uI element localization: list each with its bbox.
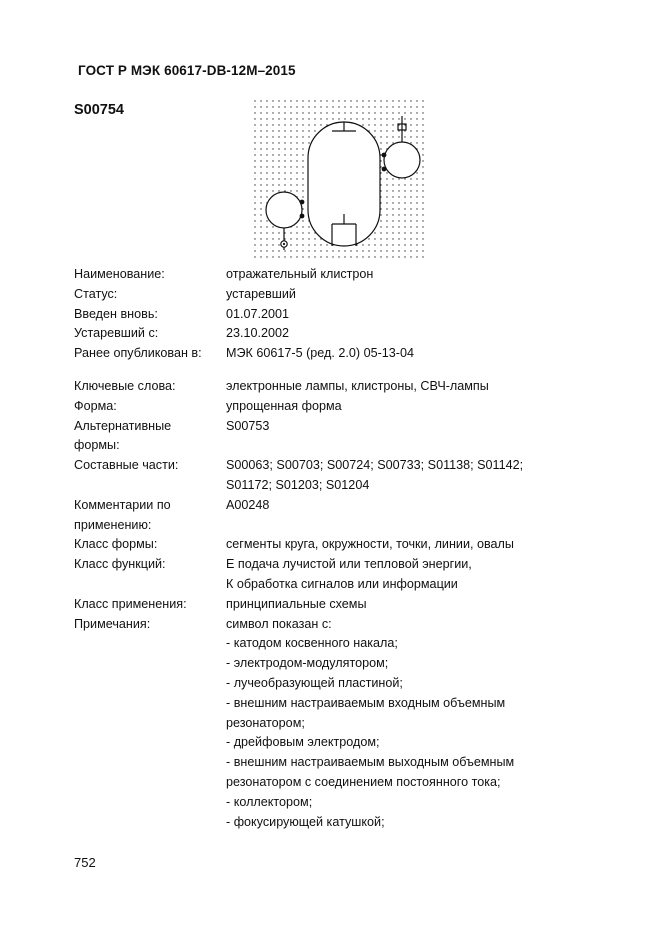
notes-list	[226, 615, 574, 833]
note-line: символ показан с:	[226, 616, 332, 631]
note-line: - коллектором;	[226, 794, 313, 809]
note-line: - электродом-модулятором;	[226, 656, 389, 671]
section-gap	[74, 364, 574, 377]
note-line: резонатором с соединением постоянного тока;	[226, 774, 501, 789]
field-obsolete-since: Устаревший с: 23.10.2002	[74, 326, 290, 341]
field-shape-class: Класс формы: сегменты круга, окружности, точки, линии, овалы	[74, 537, 514, 552]
field-application-comments: Комментарии по применению: A00248	[74, 497, 270, 532]
field-alt-forms: Альтернативные формы: S00753	[74, 418, 270, 453]
note-line: - катодом косвенного накала;	[226, 636, 398, 651]
output-gap-dot-upper	[382, 153, 387, 158]
field-introduced: Введен вновь: 01.07.2001	[74, 306, 290, 321]
field-application-class: Класс применения: принципиальные схемы	[74, 596, 367, 611]
note-line: - лучеобразующей пластиной;	[226, 675, 403, 690]
input-terminal-center	[283, 243, 285, 245]
field-published-in: Ранее опубликован в: МЭК 60617-5 (ред. 2.0) 05-13-04	[74, 346, 414, 361]
note-line: - внешним настраиваемым входным объемным	[226, 695, 506, 710]
field-keywords: Ключевые слова: электронные лампы, клистроны, СВЧ-лампы	[74, 378, 489, 393]
input-gap-dot-lower	[300, 214, 305, 219]
field-status: Статус: устаревший	[74, 286, 296, 301]
note-line: - фокусирующей катушкой;	[226, 814, 385, 829]
output-gap-dot-lower	[382, 167, 387, 172]
input-resonator	[266, 192, 302, 228]
standard-header: ГОСТ Р МЭК 60617-DB-12M–2015	[78, 63, 296, 78]
field-notes: Примечания: символ показан с: - катодом косвенного накала; - электродом-модулятором; - лучеобразующей пластиной; - внешним настраиваемым входным объемным резонатором; - дрейфовым электродом; - внешним настраиваемым выходным объемным резонатором с соединением постоянного тока; - коллектором; - фокусирующей катушкой;	[74, 615, 574, 833]
output-resonator	[384, 142, 420, 178]
input-gap-dot-upper	[300, 200, 305, 205]
symbol-fields	[74, 265, 574, 832]
page-number: 752	[74, 855, 96, 870]
symbol-code: S00754	[74, 102, 124, 118]
field-parts: Составные части: S00063; S00703; S00724; S00733; S01138; S01142; S01172; S01203; S01204	[74, 458, 524, 492]
note-line: - дрейфовым электродом;	[226, 735, 380, 750]
klystron-symbol-figure	[252, 98, 428, 262]
note-line: резонатором;	[226, 715, 305, 730]
note-line: - внешним настраиваемым выходным объемным	[226, 755, 515, 770]
tube-envelope	[308, 122, 380, 246]
field-form: Форма: упрощенная форма	[74, 398, 342, 413]
field-name: Наименование: отражательный клистрон	[74, 267, 374, 281]
field-function-class: Класс функций: Е подача лучистой или тепловой энергии, К обработка сигналов или информации	[74, 557, 472, 591]
